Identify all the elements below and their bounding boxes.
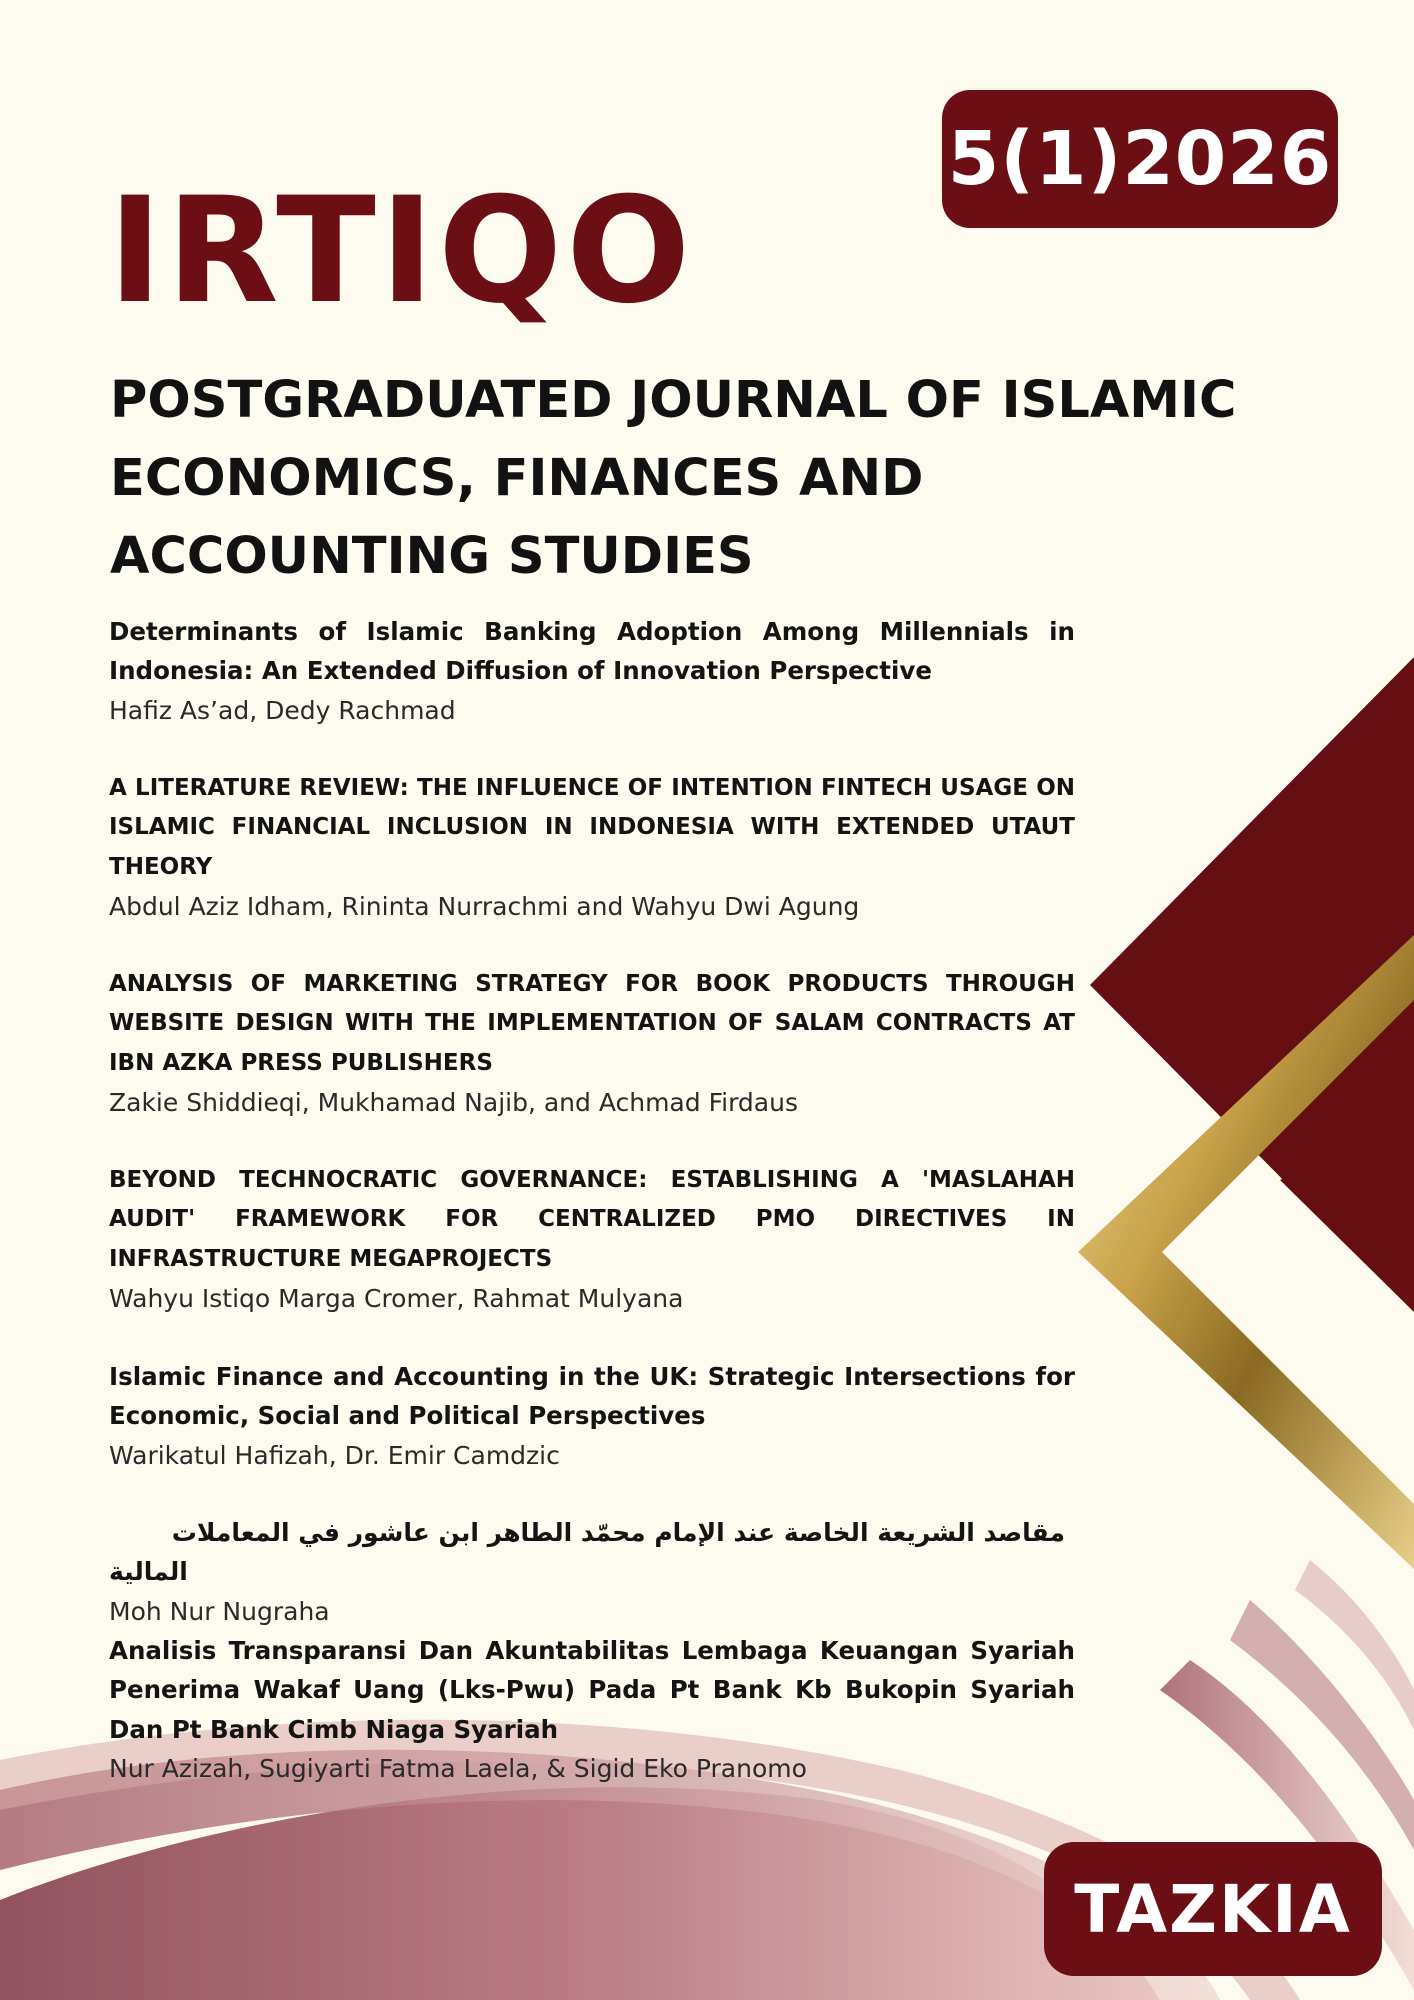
article-item [109, 769, 1075, 927]
article-title: Determinants of Islamic Banking Adoption Among Millennials in Indonesia: An Extended Diffusion of Innovation Perspective [109, 617, 1075, 686]
subtitle-line: ECONOMICS, FINANCES AND [110, 449, 924, 508]
article-item [109, 1161, 1075, 1319]
article-authors: Warikatul Hafizah, Dr. Emir Camdzic [109, 1440, 560, 1470]
subtitle-line: POSTGRADUATED JOURNAL OF ISLAMIC [110, 371, 1237, 430]
article-title: مقاصد الشريعة الخاصة عند الإمام محمّد الطاهر ابن عاشور في المعاملات المالية [109, 1518, 1065, 1587]
article-authors: Wahyu Istiqo Marga Cromer, Rahmat Mulyana [109, 1284, 684, 1314]
article-title: Analisis Transparansi Dan Akuntabilitas Lembaga Keuangan Syariah Penerima Wakaf Uang (Lks-Pwu) Pada Pt Bank Kb Bukopin Syariah Dan Pt Bank Cimb Niaga Syariah [109, 1636, 1075, 1744]
article-authors: Zakie Shiddieqi, Mukhamad Najib, and Achmad Firdaus [109, 1088, 798, 1118]
article-item [109, 1357, 1075, 1475]
journal-title: IRTIQO [108, 166, 695, 336]
article-item [109, 965, 1075, 1123]
journal-subtitle [110, 362, 1250, 596]
article-authors: Nur Azizah, Sugiyarti Fatma Laela, & Sigid Eko Pranomo [109, 1754, 807, 1784]
article-item [109, 612, 1075, 730]
article-title: ANALYSIS OF MARKETING STRATEGY FOR BOOK PRODUCTS THROUGH WEBSITE DESIGN WITH THE IMPLEMENTATION OF SALAM CONTRACTS AT IBN AZKA PRESS PUBLISHERS [109, 971, 1075, 1076]
article-title: A LITERATURE REVIEW: THE INFLUENCE OF INTENTION FINTECH USAGE ON ISLAMIC FINANCIAL INCLUSION IN INDONESIA WITH EXTENDED UTAUT THEORY [109, 775, 1075, 880]
article-title: Islamic Finance and Accounting in the UK: Strategic Intersections for Economic, Social and Political Perspectives [109, 1362, 1075, 1431]
article-authors: Hafiz As’ad, Dedy Rachmad [109, 695, 456, 725]
subtitle-line: ACCOUNTING STUDIES [110, 527, 754, 586]
article-authors: Moh Nur Nugraha [109, 1596, 330, 1626]
publisher-badge: TAZKIA [1044, 1842, 1382, 1976]
article-title: BEYOND TECHNOCRATIC GOVERNANCE: ESTABLISHING A 'MASLAHAH AUDIT' FRAMEWORK FOR CENTRALIZED PMO DIRECTIVES IN INFRASTRUCTURE MEGAPROJECTS [109, 1167, 1075, 1272]
article-item [109, 1631, 1075, 1789]
issue-badge: 5(1)2026 [942, 90, 1338, 228]
article-item [109, 1513, 1075, 1631]
article-authors: Abdul Aziz Idham, Rininta Nurrachmi and Wahyu Dwi Agung [109, 892, 860, 922]
